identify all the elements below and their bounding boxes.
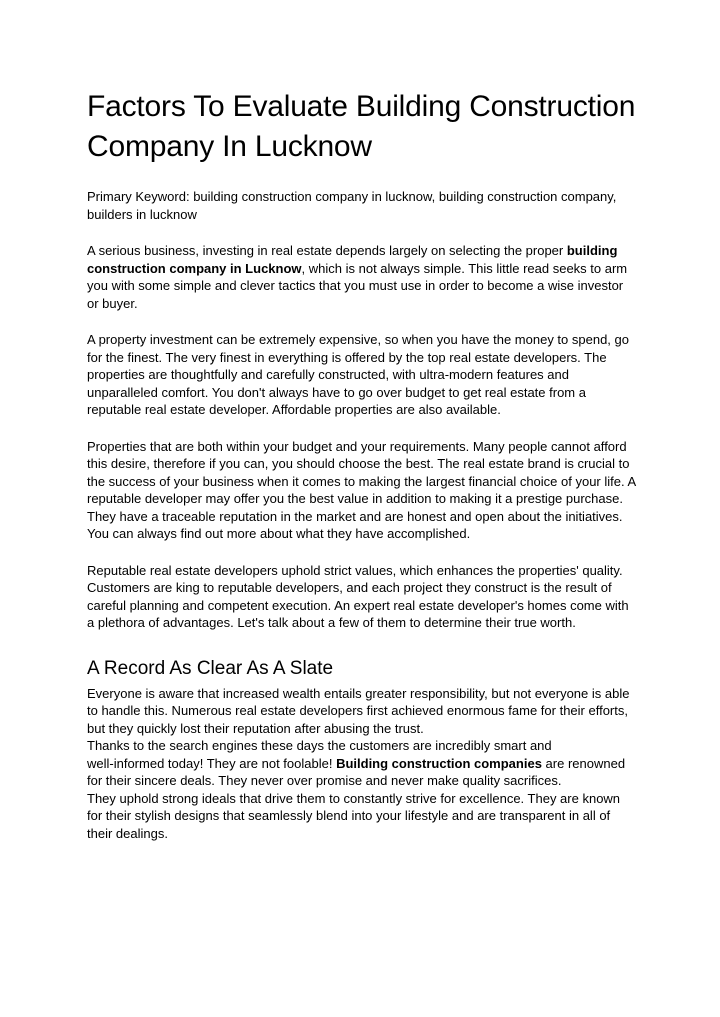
intro-bold-keyword: building construction company in Lucknow [87,243,618,276]
search-engines-bold-keyword: Building construction companies [336,755,542,771]
responsibility-paragraph: Everyone is aware that increased wealth entails greater responsibility, but not everyone is able to handle this. Numerous real estate developers first achieved enormous fame for their efforts, but they quickly lost their reputation after abusing the trust. [87,685,630,736]
intro-text-end: , which is not always simple. This little read seeks to arm you with some simple and clever tactics that you must use in order to become a wise investor or buyer. [87,260,628,311]
search-engines-paragraph [87,737,637,790]
primary-keyword-line: Primary Keyword: building construction company in lucknow, building construction company, builders in lucknow [87,189,617,222]
budget-paragraph: Properties that are both within your budget and your requirements. Many people cannot afford this desire, therefore if you can, you should choose the best. The real estate brand is crucial to the success of your business when it comes to making the largest financial choice of your life. A reputable developer may offer you the best value in addition to making it a prestige purchase. They have a traceable reputation in the market and are honest and open about the initiatives. You can always find out more about what they have accomplished. [87,438,636,541]
intro-text-start: A serious business, investing in real estate depends largely on selecting the proper [87,243,567,258]
values-paragraph: Reputable real estate developers uphold strict values, which enhances the properties' quality. Customers are king to reputable developers, and each project they construct is the result of careful planning and competent execution. An expert real estate developer's homes come with a plethora of advantages. Let's talk about a few of them to determine their true worth. [87,562,629,630]
intro-paragraph [87,242,637,312]
section-heading: A Record As Clear As A Slate [87,657,334,679]
search-engines-text-start: well-informed today! They are not foolable! [87,755,337,771]
document-title: Factors To Evaluate Building Construction Company In Lucknow [87,90,636,163]
investment-paragraph: A property investment can be extremely expensive, so when you have the money to spend, go for the finest. The very finest in everything is offered by the top real estate developers. The properties are thoughtfully and carefully constructed, with ultra-modern features and unparalleled comfort. You don't always have to go over budget to get real estate from a reputable real estate developer. Affordable properties are also available. [87,332,629,417]
search-engines-line: Thanks to the search engines these days the customers are incredibly smart and [87,738,552,753]
document-page [87,87,637,842]
search-engines-text-end: are renowned for their sincere deals. They never over promise and never make quality sacrifices. [87,755,626,788]
ideals-paragraph: They uphold strong ideals that drive them to constantly strive for excellence. They are known for their stylish designs that seamlessly blend into your lifestyle and are transparent in all of their dealings. [87,790,621,841]
